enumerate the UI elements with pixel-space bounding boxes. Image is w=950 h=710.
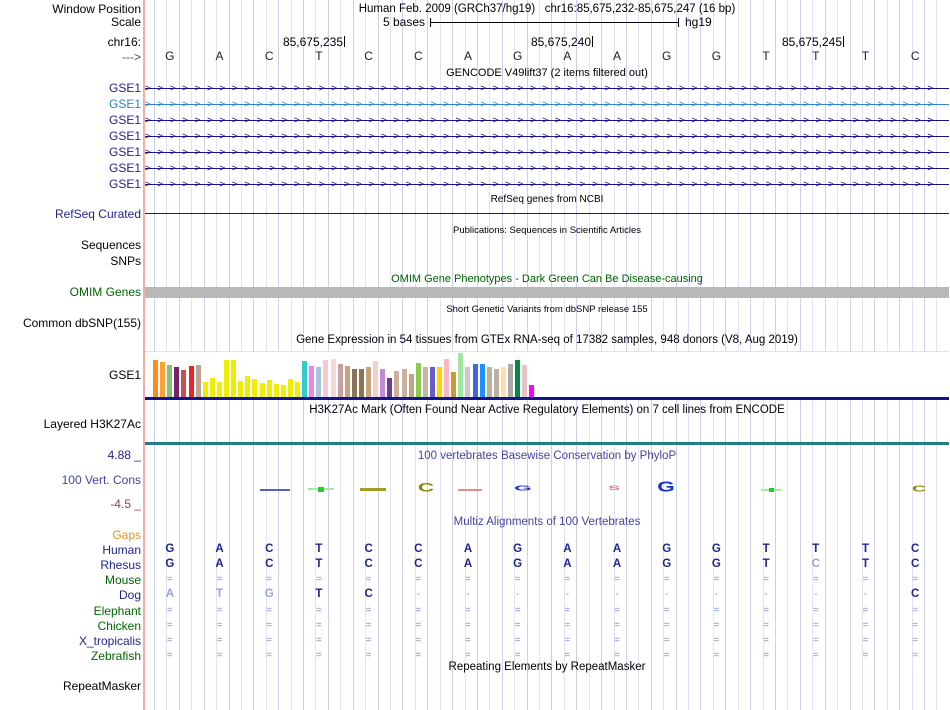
multiz-cell-elephant: = bbox=[514, 605, 521, 616]
multiz-cell-rhesus: C bbox=[911, 558, 920, 570]
scale-ruler-endtick bbox=[430, 18, 431, 27]
multiz-cell-elephant: = bbox=[365, 605, 372, 616]
multiz-cell-x_tropicalis: = bbox=[315, 635, 322, 646]
multiz-cell-mouse: = bbox=[216, 574, 223, 585]
h3k27ac-signal-line[interactable] bbox=[145, 442, 949, 445]
multiz-cell-mouse: = bbox=[266, 574, 273, 585]
multiz-cell-rhesus: A bbox=[215, 558, 224, 570]
track-label-gse1[interactable]: GSE1 bbox=[108, 97, 141, 111]
track-label--4-5-: -4.5 _ bbox=[110, 497, 141, 511]
track-label-human[interactable]: Human bbox=[102, 543, 141, 557]
position-tick-mark bbox=[592, 36, 593, 47]
multiz-cell-chicken: = bbox=[564, 620, 571, 631]
multiz-cell-mouse: = bbox=[166, 574, 173, 585]
multiz-cell-elephant: = bbox=[663, 605, 670, 616]
multiz-cell-elephant: = bbox=[266, 605, 273, 616]
multiz-cell-chicken: = bbox=[763, 620, 770, 631]
multiz-cell-human: C bbox=[265, 543, 274, 555]
track-label-gse1[interactable]: GSE1 bbox=[108, 113, 141, 127]
conservation-mark bbox=[318, 487, 324, 492]
gtex-tissue-bar[interactable] bbox=[302, 361, 307, 397]
track-header: 100 vertebrates Basewise Conservation by PhyloP bbox=[417, 450, 677, 462]
multiz-cell-rhesus: C bbox=[265, 558, 274, 570]
multiz-cell-elephant: = bbox=[415, 605, 422, 616]
gene-track-arrows[interactable]: >>>>>>>>>>>>>>>>>>>>>>>>>>>>>>>>>>>>>>>>>>>>>>>>>>>>>>>>>>>>>>>> bbox=[145, 131, 940, 142]
multiz-cell-human: T bbox=[762, 543, 770, 555]
gtex-tissue-bar[interactable] bbox=[316, 367, 321, 397]
multiz-cell-chicken: = bbox=[415, 620, 422, 631]
multiz-cell-x_tropicalis: = bbox=[763, 635, 770, 646]
gene-track-arrows[interactable]: >>>>>>>>>>>>>>>>>>>>>>>>>>>>>>>>>>>>>>>>>>>>>>>>>>>>>>>>>>>>>>>> bbox=[145, 179, 940, 190]
multiz-cell-x_tropicalis: = bbox=[166, 635, 173, 646]
gtex-tissue-bar[interactable] bbox=[224, 360, 229, 397]
multiz-cell-dog: T bbox=[315, 588, 323, 600]
multiz-cell-mouse: = bbox=[415, 574, 422, 585]
multiz-cell-elephant: = bbox=[812, 605, 819, 616]
gtex-tissue-bar[interactable] bbox=[359, 369, 364, 397]
gtex-tissue-bar[interactable] bbox=[238, 381, 243, 397]
multiz-cell-x_tropicalis: = bbox=[713, 635, 720, 646]
gtex-tissue-bar[interactable] bbox=[373, 361, 378, 397]
track-header: OMIM Gene Phenotypes - Dark Green Can Be Disease-causing bbox=[391, 273, 703, 285]
track-label-snps[interactable]: SNPs bbox=[110, 254, 141, 268]
multiz-cell-elephant: = bbox=[614, 605, 620, 616]
multiz-cell-zebrafish: = bbox=[564, 650, 571, 661]
multiz-cell-human: T bbox=[315, 543, 323, 555]
gtex-tissue-bar[interactable] bbox=[451, 372, 456, 397]
multiz-cell-elephant: = bbox=[465, 605, 471, 616]
multiz-cell-chicken: = bbox=[315, 620, 322, 631]
multiz-cell-mouse: = bbox=[763, 574, 770, 585]
gtex-tissue-bar[interactable] bbox=[458, 353, 463, 397]
multiz-cell-x_tropicalis: = bbox=[812, 635, 819, 646]
multiz-cell-human: T bbox=[861, 543, 869, 555]
multiz-cell-rhesus: A bbox=[612, 558, 622, 570]
multiz-cell-rhesus: C bbox=[811, 558, 820, 570]
multiz-cell-human: G bbox=[662, 543, 672, 555]
multiz-cell-human: A bbox=[215, 543, 224, 555]
gtex-tissue-bar[interactable] bbox=[260, 383, 265, 397]
track-label-chicken[interactable]: Chicken bbox=[97, 619, 141, 633]
multiz-cell-zebrafish: = bbox=[465, 650, 471, 661]
track-header: H3K27Ac Mark (Often Found Near Active Regulatory Elements) on 7 cell lines from ENCODE bbox=[309, 404, 785, 416]
gtex-tissue-bar[interactable] bbox=[203, 382, 208, 397]
track-header: Gene Expression in 54 tissues from GTEx RNA-seq of 17382 samples, 948 donors (V8, Aug 2019) bbox=[296, 334, 798, 346]
track-label-sequences[interactable]: Sequences bbox=[80, 238, 141, 252]
track-label-100-vert-cons[interactable]: 100 Vert. Cons bbox=[61, 473, 141, 487]
multiz-cell-rhesus: G bbox=[662, 558, 672, 570]
track-label-gse1[interactable]: GSE1 bbox=[108, 177, 141, 191]
multiz-cell-dog: - bbox=[863, 589, 868, 600]
gtex-tissue-bar[interactable] bbox=[217, 382, 222, 397]
multiz-cell-dog: - bbox=[565, 589, 570, 600]
multiz-cell-x_tropicalis: = bbox=[663, 635, 670, 646]
multiz-cell-zebrafish: = bbox=[763, 650, 770, 661]
gtex-tissue-bar[interactable] bbox=[245, 376, 250, 397]
gtex-tissue-bar[interactable] bbox=[416, 363, 421, 397]
gtex-tissue-bar[interactable] bbox=[473, 364, 478, 397]
multiz-cell-zebrafish: = bbox=[614, 650, 620, 661]
multiz-cell-mouse: = bbox=[564, 574, 571, 585]
multiz-cell-rhesus: T bbox=[762, 558, 770, 570]
gtex-tissue-bar[interactable] bbox=[345, 366, 350, 397]
gtex-tissue-bar[interactable] bbox=[380, 369, 385, 397]
track-label-x-tropicalis[interactable]: X_tropicalis bbox=[78, 634, 141, 648]
gtex-tissue-bar[interactable] bbox=[437, 367, 442, 397]
multiz-cell-dog: G bbox=[264, 588, 274, 600]
omim-genes-bar[interactable] bbox=[145, 287, 949, 298]
conservation-letter: S bbox=[607, 484, 621, 492]
track-label-rhesus[interactable]: Rhesus bbox=[100, 558, 141, 572]
multiz-cell-zebrafish: = bbox=[912, 650, 919, 661]
multiz-cell-chicken: = bbox=[465, 620, 471, 631]
track-label-gse1[interactable]: GSE1 bbox=[108, 81, 141, 95]
multiz-cell-x_tropicalis: = bbox=[862, 635, 869, 646]
conservation-letter: G bbox=[657, 478, 675, 496]
multiz-cell-chicken: = bbox=[166, 620, 173, 631]
multiz-cell-chicken: = bbox=[663, 620, 670, 631]
gtex-tissue-bar[interactable] bbox=[167, 365, 172, 397]
gtex-baseline[interactable] bbox=[145, 397, 949, 400]
multiz-cell-x_tropicalis: = bbox=[564, 635, 571, 646]
multiz-cell-x_tropicalis: = bbox=[912, 635, 919, 646]
multiz-cell-human: A bbox=[463, 543, 473, 555]
multiz-cell-rhesus: C bbox=[364, 558, 373, 570]
track-label-dog[interactable]: Dog bbox=[118, 588, 141, 602]
position-tick-mark bbox=[843, 36, 844, 47]
base-letter: G bbox=[711, 49, 722, 63]
multiz-cell-elephant: = bbox=[166, 605, 173, 616]
base-letter: A bbox=[613, 49, 622, 63]
window-position-title: Human Feb. 2009 (GRCh37/hg19) chr16:85,675,232-85,675,247 (16 bp) bbox=[358, 3, 736, 15]
multiz-cell-chicken: = bbox=[365, 620, 372, 631]
multiz-cell-mouse: = bbox=[713, 574, 720, 585]
multiz-cell-mouse: = bbox=[912, 574, 919, 585]
position-tick-label: 85,675,235 bbox=[282, 35, 343, 49]
base-letter: C bbox=[910, 49, 920, 63]
gtex-tissue-bar[interactable] bbox=[160, 362, 165, 397]
track-label-layered-h3k27ac[interactable]: Layered H3K27Ac bbox=[43, 417, 141, 431]
track-label-gse1[interactable]: GSE1 bbox=[108, 129, 141, 143]
multiz-cell-zebrafish: = bbox=[365, 650, 372, 661]
multiz-cell-rhesus: G bbox=[711, 558, 721, 570]
gtex-tissue-bar[interactable] bbox=[409, 374, 414, 397]
base-letter: T bbox=[762, 49, 770, 63]
gtex-tissue-bar[interactable] bbox=[494, 369, 499, 397]
gene-track-arrows[interactable]: >>>>>>>>>>>>>>>>>>>>>>>>>>>>>>>>>>>>>>>>>>>>>>>>>>>>>>>>>>>>>>>> bbox=[145, 83, 940, 94]
multiz-cell-rhesus: G bbox=[513, 558, 523, 570]
multiz-cell-elephant: = bbox=[862, 605, 869, 616]
gtex-tissue-bar[interactable] bbox=[189, 366, 194, 397]
base-letter: A bbox=[563, 49, 572, 63]
multiz-cell-x_tropicalis: = bbox=[614, 635, 620, 646]
gtex-tissue-bar[interactable] bbox=[430, 367, 435, 397]
gtex-tissue-bar[interactable] bbox=[338, 364, 343, 397]
multiz-cell-rhesus: G bbox=[165, 558, 175, 570]
multiz-cell-human: C bbox=[364, 543, 373, 555]
track-label-common-dbsnp-155-[interactable]: Common dbSNP(155) bbox=[22, 316, 141, 330]
base-letter: T bbox=[315, 49, 323, 63]
multiz-cell-elephant: = bbox=[763, 605, 770, 616]
base-letter: G bbox=[165, 49, 175, 63]
base-letter: T bbox=[812, 49, 820, 63]
multiz-cell-human: T bbox=[812, 543, 820, 555]
gtex-tissue-bar[interactable] bbox=[480, 364, 485, 397]
refseq-curated-line[interactable] bbox=[145, 213, 949, 214]
multiz-cell-chicken: = bbox=[713, 620, 720, 631]
multiz-cell-chicken: = bbox=[614, 620, 620, 631]
gtex-tissue-bar[interactable] bbox=[309, 366, 314, 397]
base-letter: A bbox=[463, 49, 472, 63]
multiz-cell-chicken: = bbox=[514, 620, 521, 631]
multiz-cell-chicken: = bbox=[266, 620, 273, 631]
multiz-cell-zebrafish: = bbox=[862, 650, 869, 661]
position-tick-mark bbox=[344, 36, 345, 47]
base-letter: C bbox=[264, 49, 274, 63]
track-label--: ---> bbox=[122, 50, 141, 64]
gtex-tissue-bar[interactable] bbox=[295, 382, 300, 397]
multiz-cell-rhesus: T bbox=[861, 558, 869, 570]
gtex-tissue-bar[interactable] bbox=[174, 367, 179, 397]
base-letter: G bbox=[512, 49, 523, 63]
multiz-cell-elephant: = bbox=[564, 605, 571, 616]
gtex-tissue-bar[interactable] bbox=[529, 385, 534, 397]
multiz-cell-human: G bbox=[711, 543, 721, 555]
multiz-cell-human: A bbox=[612, 543, 622, 555]
multiz-cell-dog: - bbox=[665, 589, 669, 600]
gtex-tissue-bar[interactable] bbox=[210, 378, 215, 397]
gtex-tissue-bar[interactable] bbox=[501, 367, 506, 397]
track-label-mouse[interactable]: Mouse bbox=[104, 573, 141, 587]
multiz-cell-dog: T bbox=[216, 588, 224, 600]
conservation-mark bbox=[458, 489, 482, 491]
multiz-cell-human: A bbox=[563, 543, 572, 555]
multiz-cell-x_tropicalis: = bbox=[365, 635, 372, 646]
multiz-cell-zebrafish: = bbox=[315, 650, 322, 661]
position-tick-label: 85,675,245 bbox=[781, 35, 842, 49]
multiz-cell-x_tropicalis: = bbox=[216, 635, 223, 646]
track-label-repeatmasker[interactable]: RepeatMasker bbox=[62, 679, 141, 693]
multiz-cell-human: G bbox=[513, 543, 523, 555]
scale-label: 5 bases bbox=[382, 15, 425, 29]
gtex-tissue-bar[interactable] bbox=[267, 380, 272, 397]
multiz-cell-x_tropicalis: = bbox=[514, 635, 521, 646]
multiz-cell-zebrafish: = bbox=[514, 650, 521, 661]
position-tick-label: 85,675,240 bbox=[530, 35, 591, 49]
multiz-cell-dog: - bbox=[466, 589, 470, 600]
multiz-cell-dog: - bbox=[714, 589, 719, 600]
multiz-cell-mouse: = bbox=[663, 574, 670, 585]
gene-track-arrows[interactable]: >>>>>>>>>>>>>>>>>>>>>>>>>>>>>>>>>>>>>>>>>>>>>>>>>>>>>>>>>>>>>>>> bbox=[145, 147, 940, 158]
gtex-tissue-bar[interactable] bbox=[394, 371, 399, 397]
multiz-cell-mouse: = bbox=[812, 574, 819, 585]
gene-track-arrows[interactable]: >>>>>>>>>>>>>>>>>>>>>>>>>>>>>>>>>>>>>>>>>>>>>>>>>>>>>>>>>>>>>>>> bbox=[145, 163, 940, 174]
gtex-tissue-bar[interactable] bbox=[331, 359, 336, 397]
conservation-mark bbox=[769, 488, 774, 492]
multiz-cell-zebrafish: = bbox=[663, 650, 670, 661]
multiz-cell-zebrafish: = bbox=[713, 650, 720, 661]
multiz-cell-zebrafish: = bbox=[415, 650, 422, 661]
track-label-refseq-curated[interactable]: RefSeq Curated bbox=[54, 207, 141, 221]
gtex-tissue-bar[interactable] bbox=[323, 360, 328, 397]
multiz-cell-dog: - bbox=[615, 589, 619, 600]
conservation-letter: G bbox=[514, 483, 532, 493]
conservation-mark bbox=[260, 489, 290, 491]
genome-assembly-label: hg19 bbox=[685, 15, 712, 29]
multiz-cell-chicken: = bbox=[216, 620, 223, 631]
track-label-chr16-: chr16: bbox=[107, 35, 141, 49]
multiz-cell-mouse: = bbox=[315, 574, 322, 585]
gtex-tissue-bar[interactable] bbox=[231, 360, 236, 397]
multiz-cell-human: C bbox=[911, 543, 920, 555]
multiz-cell-rhesus: A bbox=[563, 558, 572, 570]
gtex-tissue-bar[interactable] bbox=[274, 384, 279, 397]
multiz-cell-human: G bbox=[165, 543, 175, 555]
multiz-cell-dog: A bbox=[165, 588, 174, 600]
base-letter: A bbox=[215, 49, 224, 63]
multiz-cell-zebrafish: = bbox=[812, 650, 819, 661]
multiz-cell-x_tropicalis: = bbox=[465, 635, 471, 646]
track-label-4-88-: 4.88 _ bbox=[107, 448, 141, 462]
conservation-letter: C bbox=[417, 481, 435, 495]
multiz-cell-chicken: = bbox=[812, 620, 819, 631]
gtex-tissue-bar[interactable] bbox=[423, 367, 428, 397]
gtex-tissue-bar[interactable] bbox=[465, 367, 470, 397]
conservation-letter: C bbox=[911, 484, 927, 494]
multiz-cell-zebrafish: = bbox=[266, 650, 273, 661]
base-letter: C bbox=[413, 49, 423, 63]
multiz-cell-human: C bbox=[414, 543, 423, 555]
multiz-cell-rhesus: T bbox=[315, 558, 323, 570]
scale-ruler-line bbox=[430, 22, 678, 23]
multiz-cell-dog: C bbox=[364, 588, 373, 600]
multiz-cell-dog: - bbox=[416, 589, 420, 600]
multiz-cell-chicken: = bbox=[862, 620, 869, 631]
gene-track-arrows[interactable]: >>>>>>>>>>>>>>>>>>>>>>>>>>>>>>>>>>>>>>>>>>>>>>>>>>>>>>>>>>>>>>>> bbox=[145, 99, 940, 110]
multiz-cell-dog: - bbox=[814, 589, 818, 600]
gtex-tissue-bar[interactable] bbox=[387, 378, 392, 397]
track-label-elephant[interactable]: Elephant bbox=[93, 604, 141, 618]
gtex-tissue-bar[interactable] bbox=[252, 379, 257, 397]
multiz-cell-mouse: = bbox=[862, 574, 869, 585]
gtex-tissue-bar[interactable] bbox=[281, 385, 286, 397]
multiz-cell-elephant: = bbox=[315, 605, 322, 616]
conservation-mark bbox=[360, 488, 386, 491]
gtex-tissue-bar[interactable] bbox=[444, 359, 449, 397]
gene-track-arrows[interactable]: >>>>>>>>>>>>>>>>>>>>>>>>>>>>>>>>>>>>>>>>>>>>>>>>>>>>>>>>>>>>>>>> bbox=[145, 115, 940, 126]
track-label-scale: Scale bbox=[110, 15, 141, 29]
gtex-tissue-bar[interactable] bbox=[181, 370, 186, 397]
multiz-cell-dog: - bbox=[764, 589, 768, 600]
multiz-cell-dog: C bbox=[911, 588, 920, 600]
multiz-cell-mouse: = bbox=[465, 574, 471, 585]
track-label-gse1[interactable]: GSE1 bbox=[108, 368, 141, 382]
base-letter: G bbox=[662, 49, 672, 63]
track-label-window-position: Window Position bbox=[52, 2, 141, 16]
track-header: Repeating Elements by RepeatMasker bbox=[448, 661, 646, 673]
multiz-cell-rhesus: C bbox=[414, 558, 423, 570]
multiz-cell-elephant: = bbox=[216, 605, 223, 616]
track-header: Multiz Alignments of 100 Vertebrates bbox=[453, 516, 641, 528]
track-label-gse1[interactable]: GSE1 bbox=[108, 145, 141, 159]
multiz-cell-elephant: = bbox=[713, 605, 720, 616]
base-letter: T bbox=[861, 49, 870, 63]
multiz-cell-x_tropicalis: = bbox=[266, 635, 273, 646]
gtex-tissue-bar[interactable] bbox=[487, 367, 492, 397]
multiz-cell-mouse: = bbox=[365, 574, 372, 585]
track-header: RefSeq genes from NCBI bbox=[490, 194, 604, 205]
gtex-tissue-bar[interactable] bbox=[508, 364, 513, 397]
scale-ruler-endtick bbox=[678, 18, 679, 27]
multiz-cell-zebrafish: = bbox=[216, 650, 223, 661]
multiz-cell-rhesus: A bbox=[463, 558, 473, 570]
gtex-tissue-bar[interactable] bbox=[288, 379, 293, 397]
track-header: GENCODE V49lift37 (2 items filtered out) bbox=[446, 67, 648, 79]
track-label-gaps[interactable]: Gaps bbox=[112, 528, 141, 542]
gtex-tissue-bar[interactable] bbox=[522, 365, 527, 397]
gtex-tissue-bar[interactable] bbox=[352, 369, 357, 397]
gtex-tissue-bar[interactable] bbox=[153, 360, 158, 397]
multiz-cell-dog: - bbox=[515, 589, 520, 600]
multiz-cell-elephant: = bbox=[912, 605, 919, 616]
multiz-cell-zebrafish: = bbox=[166, 650, 173, 661]
track-header: Short Genetic Variants from dbSNP release 155 bbox=[446, 304, 648, 315]
gtex-plot-background bbox=[145, 351, 949, 398]
gtex-tissue-bar[interactable] bbox=[515, 360, 520, 397]
base-letter: C bbox=[364, 49, 373, 63]
track-label-omim-genes[interactable]: OMIM Genes bbox=[69, 285, 141, 299]
multiz-cell-chicken: = bbox=[912, 620, 919, 631]
multiz-cell-mouse: = bbox=[514, 574, 521, 585]
multiz-cell-x_tropicalis: = bbox=[415, 635, 422, 646]
gtex-tissue-bar[interactable] bbox=[366, 367, 371, 397]
gtex-tissue-bar[interactable] bbox=[196, 365, 201, 397]
track-label-gse1[interactable]: GSE1 bbox=[108, 161, 141, 175]
multiz-cell-mouse: = bbox=[614, 574, 620, 585]
track-header: Publications: Sequences in Scientific Articles bbox=[453, 225, 641, 236]
track-label-zebrafish[interactable]: Zebrafish bbox=[90, 649, 141, 663]
gtex-tissue-bar[interactable] bbox=[402, 369, 407, 397]
